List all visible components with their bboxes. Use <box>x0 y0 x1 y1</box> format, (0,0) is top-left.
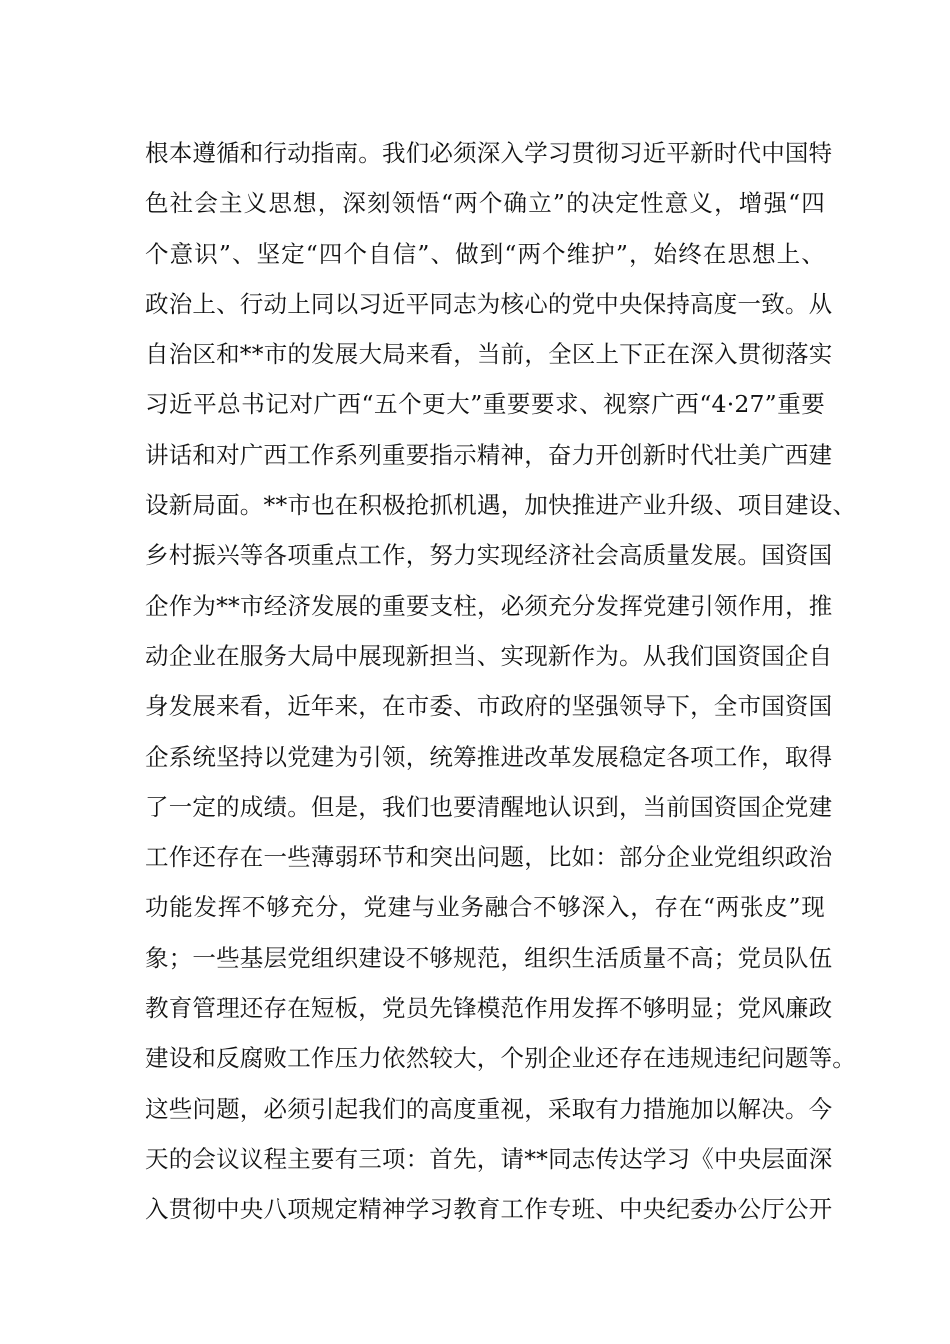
text-line: 企作为**市经济发展的重要支柱，必须充分发挥党建引领作用，推 <box>145 591 833 620</box>
text-line: 色社会主义思想，深刻领悟“两个确立”的决定性意义，增强“四 <box>145 189 825 218</box>
text-line: 企系统坚持以党建为引领，统筹推进改革发展稳定各项工作，取得 <box>145 742 833 771</box>
text-line: 乡村振兴等各项重点工作，努力实现经济社会高质量发展。国资国 <box>145 541 833 570</box>
text-line: 自治区和**市的发展大局来看，当前，全区上下正在深入贯彻落实 <box>145 340 833 369</box>
text-line: 讲话和对广西工作系列重要指示精神，奋力开创新时代壮美广西建 <box>145 440 833 469</box>
text-line: 教育管理还存在短板，党员先锋模范作用发挥不够明显；党风廉政 <box>145 994 833 1023</box>
text-line: 建设和反腐败工作压力依然较大，个别企业还存在违规违纪问题等。 <box>145 1044 856 1073</box>
text-line: 工作还存在一些薄弱环节和突出问题，比如：部分企业党组织政治 <box>145 843 833 872</box>
text-line: 了一定的成绩。但是，我们也要清醒地认识到，当前国资国企党建 <box>145 792 833 821</box>
text-line: 象；一些基层党组织建设不够规范，组织生活质量不高；党员队伍 <box>145 943 833 972</box>
text-line: 根本遵循和行动指南。我们必须深入学习贯彻习近平新时代中国特 <box>145 139 833 167</box>
text-line: 身发展来看，近年来，在市委、市政府的坚强领导下，全市国资国 <box>145 692 833 721</box>
text-line: 这些问题，必须引起我们的高度重视，采取有力措施加以解决。今 <box>145 1094 833 1123</box>
text-line: 习近平总书记对广西“五个更大”重要要求、视察广西“4·27”重要 <box>145 390 825 419</box>
text-line: 政治上、行动上同以习近平同志为核心的党中央保持高度一致。从 <box>145 289 833 318</box>
text-line: 设新局面。**市也在积极抢抓机遇，加快推进产业升级、项目建设、 <box>145 491 857 520</box>
text-line: 功能发挥不够充分，党建与业务融合不够深入，存在“两张皮”现 <box>145 893 825 922</box>
text-line: 天的会议议程主要有三项：首先，请**同志传达学习《中央层面深 <box>145 1144 833 1173</box>
body-text <box>145 128 857 1235</box>
text-line: 动企业在服务大局中展现新担当、实现新作为。从我们国资国企自 <box>145 641 833 670</box>
text-line: 个意识”、坚定“四个自信”、做到“两个维护”，始终在思想上、 <box>145 239 825 268</box>
text-line: 入贯彻中央八项规定精神学习教育工作专班、中央纪委办公厅公开 <box>145 1195 833 1224</box>
